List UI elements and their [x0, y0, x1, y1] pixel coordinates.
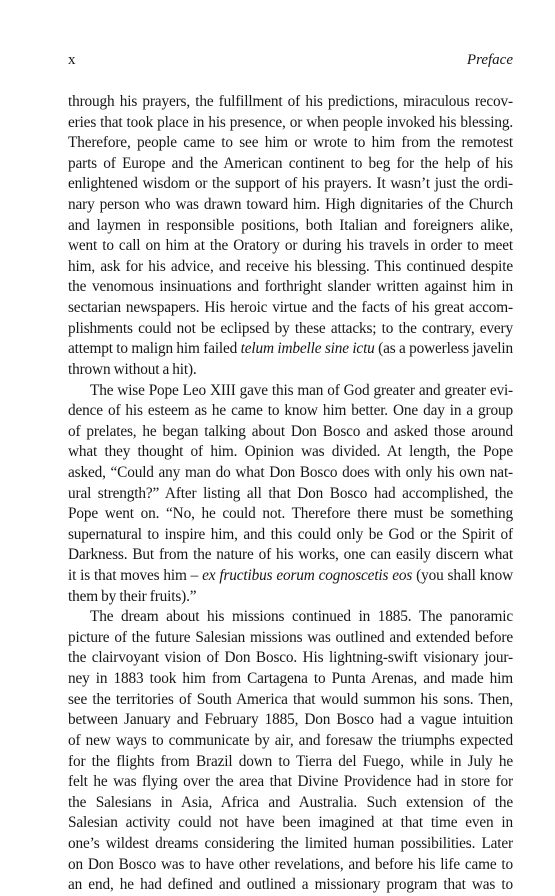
- text-line: between January and February 1885, Don Bosco had a vague intuition: [68, 711, 513, 729]
- text-span: it is that moves him –: [68, 567, 203, 585]
- text-line: supernatural to inspire him, and this could only be God or the Spirit of: [68, 525, 513, 543]
- text-line: of prelates, he began talking about Don Bosco and asked those around: [68, 422, 513, 440]
- text-line: on Don Bosco was to have other revelations, and before his life came to: [68, 855, 513, 873]
- latin-phrase: telum imbelle sine ictu: [240, 340, 375, 358]
- text-line: Pope went on. “No, he could not. Therefore there must be something: [68, 505, 513, 523]
- running-head: Preface: [466, 52, 513, 68]
- text-line: plishments could not be eclipsed by these attacks; to the contrary, every: [68, 319, 513, 337]
- text-line: one’s wildest dreams considering the limited human possibilities. Later: [68, 834, 513, 852]
- text-line: Salesian activity could not have been imagined at that time even in: [68, 814, 513, 832]
- text-line: the Salesians in Asia, Africa and Australia. Such extension of the: [68, 793, 513, 811]
- text-line: ney in 1883 took him from Cartagena to Punta Arenas, and made him: [68, 670, 513, 688]
- text-line: him, ask for his advice, and receive his blessing. This continued despite: [68, 257, 513, 275]
- text-line: ural strength?” After listing all that Don Bosco had accomplished, the: [68, 484, 513, 502]
- text-line: [68, 566, 513, 587]
- text-span: (you shall know: [412, 567, 513, 585]
- text-line: thrown without a hit).: [68, 360, 197, 378]
- text-line: of new ways to communicate by air, and foresaw the triumphs expected: [68, 731, 513, 749]
- text-line: picture of the future Salesian missions was outlined and extended before: [68, 628, 513, 646]
- text-line: enlightened wisdom or the support of his prayers. It wasn’t just the ordi-: [68, 175, 513, 193]
- body-text: [68, 92, 513, 896]
- text-line: them by their fruits).”: [68, 587, 197, 605]
- text-span: attempt to malign him failed: [68, 340, 241, 358]
- text-line: Darkness. But from the nature of his works, one can easily discern what: [68, 546, 513, 564]
- text-line: [68, 339, 513, 360]
- text-line: an end, he had defined and outlined a missionary program that was to: [68, 876, 513, 894]
- text-line: eries that took place in his presence, or when people invoked his blessing.: [68, 113, 513, 131]
- text-line: went to call on him at the Oratory or during his travels in order to meet: [68, 237, 513, 255]
- text-line: for the flights from Brazil down to Tierra del Fuego, while in July he: [68, 752, 513, 770]
- text-line: felt he was flying over the area that Divine Providence had in store for: [68, 773, 513, 791]
- text-line: Therefore, people came to see him or wrote to him from the remotest: [68, 134, 513, 152]
- text-line: the venomous insinuations and forthright slander written against him in: [68, 278, 513, 296]
- text-line: through his prayers, the fulfillment of his predictions, miraculous recov-: [68, 93, 513, 110]
- text-line: The dream about his missions continued in 1885. The panoramic: [90, 608, 513, 626]
- latin-phrase: ex fructibus eorum cognoscetis eos: [202, 567, 413, 585]
- text-span: (as a powerless javelin: [374, 340, 513, 358]
- text-line: The wise Pope Leo XIII gave this man of God greater and greater evi-: [90, 381, 513, 399]
- text-line: what they thought of him. Opinion was divided. At length, the Pope: [68, 443, 513, 461]
- text-line: and laymen in responsible positions, both Italian and foreigners alike,: [68, 216, 513, 234]
- text-line: see the territories of South America that would summon his sons. Then,: [68, 690, 513, 708]
- text-line: dence of his esteem as he came to know him better. One day in a group: [68, 402, 513, 420]
- text-line: asked, “Could any man do what Don Bosco does with only his own nat-: [68, 463, 513, 481]
- text-line: parts of Europe and the American continent to beg for the help of his: [68, 154, 513, 172]
- text-line: sectarian newspapers. His heroic virtue and the facts of his great accom-: [68, 299, 513, 317]
- page-header: [68, 50, 513, 70]
- page-number: x: [68, 52, 76, 68]
- text-line: nary person who was drawn toward him. High dignitaries of the Church: [68, 196, 513, 214]
- text-line: the clairvoyant vision of Don Bosco. His lightning-swift visionary jour-: [68, 649, 513, 667]
